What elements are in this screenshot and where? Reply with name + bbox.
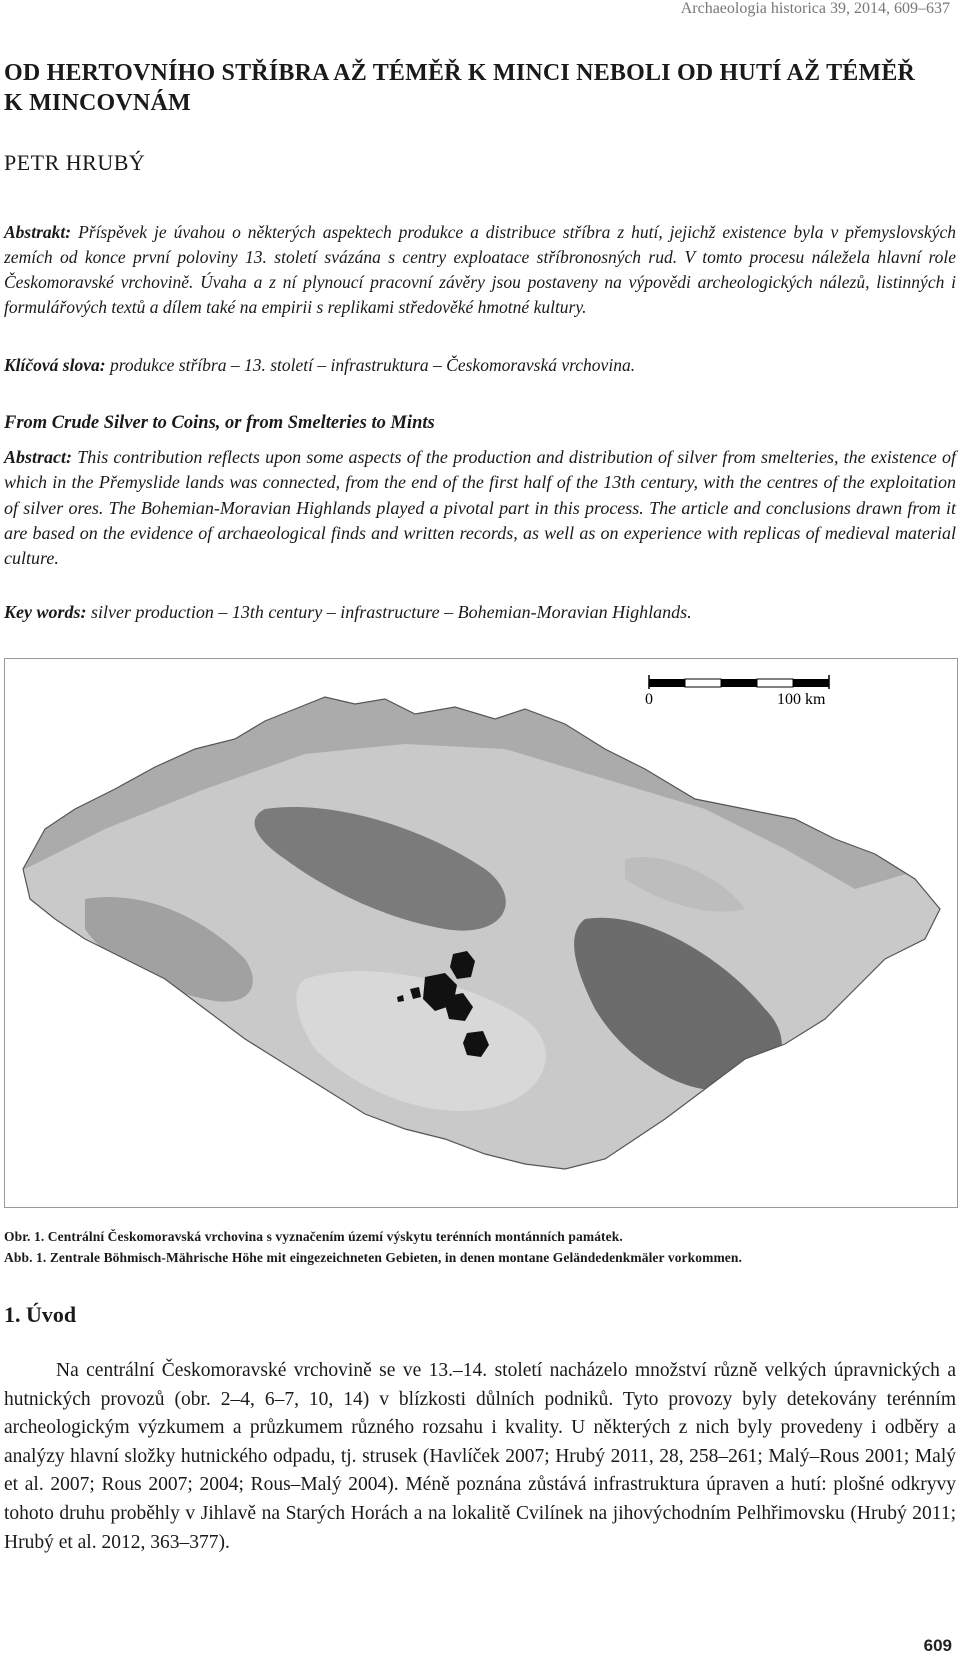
figure-caption-german: Abb. 1. Zentrale Böhmisch-Mährische Höhe mit eingezeichneten Gebieten, in denen montane Geländedenkmäler vorkommen. [4,1250,742,1265]
abstract-czech [4,220,956,320]
abstract-english-text: This contribution reflects upon some aspects of the production and distribution of silver from smelteries, the existence of which in the Přemyslide lands was connected, from the end of the first half of the 13th century, with the centres of the exploitation of silver ores. The Bohemian-Moravian Highlands played a pivotal part in this process. The article and conclusions drawn from it are based on the evidence of archaeological finds and written records, as well as on experience with replicas of medieval material culture. [4,447,956,569]
author-name: PETR HRUBÝ [4,150,146,175]
keywords-english-text: silver production – 13th century – infrastructure – Bohemian-Moravian Highlands. [86,602,692,622]
figure-caption-czech: Obr. 1. Centrální Českomoravská vrchovina s vyznačením území výskytu terénních montánních památek. [4,1229,623,1244]
relief-map [5,659,957,1207]
keywords-english [4,602,692,623]
scale-segment-3 [721,679,757,687]
english-title: From Crude Silver to Coins, or from Smelteries to Mints [4,413,435,433]
scale-segment-4 [757,679,793,687]
keywords-czech [4,355,635,376]
scale-bar [645,675,829,708]
scale-segment-1 [649,679,685,687]
scale-label-end: 100 km [777,691,826,708]
body-paragraph: Na centrální Českomoravské vrchovině se ve 13.–14. století nacházelo množství různě velkých úpravnických a hutnických provozů (obr. 2–4, 6–7, 10, 14) v blízkosti důlních podniků. Tyto provozy byly detekovány terénním archeologickým výzkumem a průzkumem různého rozsahu i kvality. U některých z nich byly provedeny i odběry a analýzy hlavní složky hutnického odpadu, tj. strusek (Havlíček 2007; Hrubý 2011, 28, 258–261; Malý–Rous 2001; Malý et al. 2007; Rous 2007; 2004; Rous–Malý 2004). Méně poznána zůstává infrastruktura úpraven a hutí: plošné odkryvy tohoto druhu proběhly v Jihlavě na Starých Horách a na lokalitě Cvilínek na jihovýchodním Pelhřimovsku (Hrubý 2011; Hrubý et al. 2012, 363–377). [4,1360,956,1553]
page-number: 609 [923,1636,952,1655]
section-heading: 1. Úvod [4,1302,77,1327]
relief-map-figure [4,658,958,1208]
abstract-czech-label: Abstrakt: [4,222,72,242]
abstract-english-label: Abstract: [4,447,73,467]
article-title: OD HERTOVNÍHO STŘÍBRA AŽ TÉMĚŘ K MINCI NEBOLI OD HUTÍ AŽ TÉMĚŘ K MINCOVNÁM [4,60,916,116]
keywords-english-label: Key words: [4,602,87,622]
running-head: Archaeologia historica 39, 2014, 609–637 [680,0,950,17]
keywords-czech-text: produkce stříbra – 13. století – infrastruktura – Českomoravská vrchovina. [105,355,636,375]
scale-segment-5 [793,679,829,687]
map-relief-texture [5,659,957,1207]
abstract-czech-text: Příspěvek je úvahou o některých aspektech produkce a distribuce stříbra z hutí, jejichž existence byla v přemyslovských zemích od konce první poloviny 13. století svázána s centry exploatace stříbronosných rud. V tomto procesu náležela hlavní role Českomoravské vrchovině. Úvaha a z ní plynoucí pracovní závěry jsou postaveny na výpovědi archeologických nálezů, listinných i formulářových textů a dílem také na empirii s replikami středověké hmotné kultury. [4,222,956,317]
scale-label-start: 0 [645,691,653,708]
keywords-czech-label: Klíčová slova: [4,355,106,375]
abstract-english [4,445,956,571]
scale-segment-2 [685,679,721,687]
